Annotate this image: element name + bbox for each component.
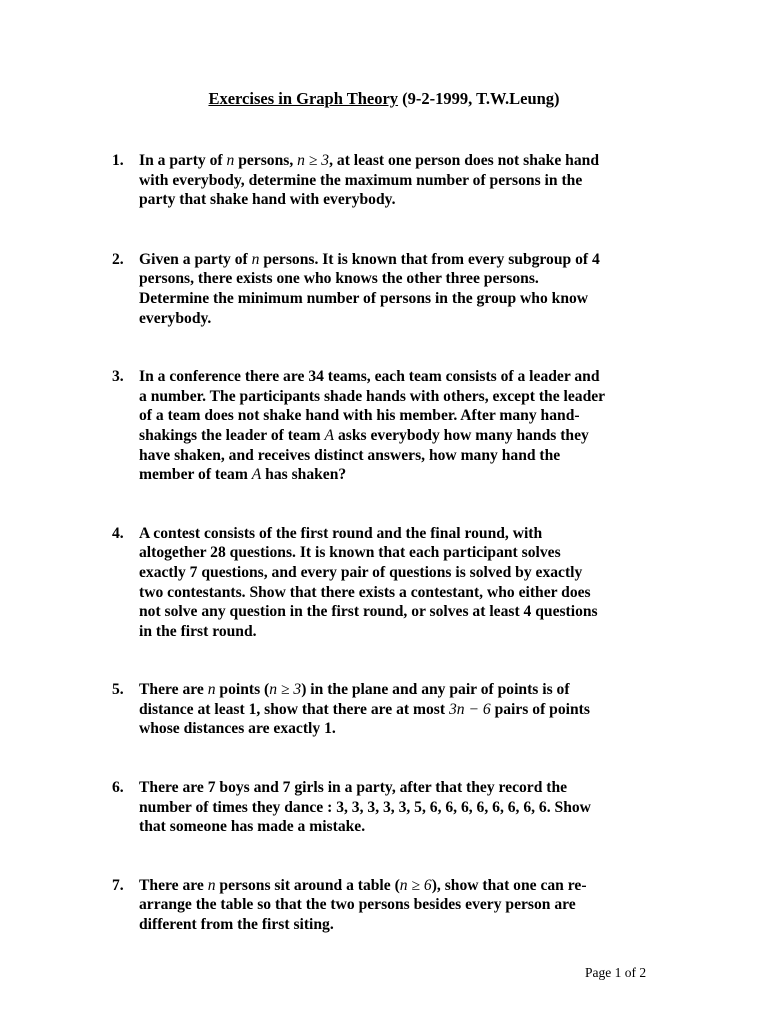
problem-line [139, 387, 672, 407]
problem-line [139, 798, 672, 818]
problem-text: different from the first siting. [139, 916, 334, 934]
problem-text: In a conference there are 34 teams, each team consists of a leader and [139, 368, 600, 386]
problem-text: A contest consists of the first round and the final round, with [139, 524, 543, 542]
problem-line [139, 778, 672, 798]
problem-line [139, 543, 672, 563]
problem-line [139, 269, 672, 289]
problem-line [139, 719, 672, 739]
problem-text: shakings the leader of team [139, 426, 325, 444]
math-expression: n [207, 876, 216, 894]
problem-number: 2. [112, 250, 124, 268]
problem-item [112, 680, 672, 739]
problem-line [139, 465, 672, 485]
problem-number: 5. [112, 681, 124, 699]
problem-item [112, 876, 672, 935]
problem-item [112, 151, 672, 210]
problem-text: ) in the plane and any pair of points is of [301, 681, 570, 699]
problem-text: distance at least 1, show that there are at most [139, 700, 449, 718]
problem-text: asks everybody how many hands they [334, 426, 589, 444]
problem-text: , at least one person does not shake hand [329, 152, 599, 169]
problem-number: 4. [112, 524, 124, 542]
problem-text: member of team [139, 466, 252, 484]
math-expression: n ≥ 6 [399, 876, 432, 894]
page-number: Page 1 of 2 [585, 965, 647, 980]
page-title [0, 88, 768, 110]
problem-text: that someone has made a mistake. [139, 818, 366, 836]
problem-line [139, 250, 672, 270]
math-expression: 3n − 6 [448, 700, 491, 718]
title-main: Exercises in Graph Theory [208, 89, 399, 108]
problem-number: 7. [112, 876, 124, 894]
problem-text: exactly 7 questions, and every pair of questions is solved by exactly [139, 563, 583, 581]
problem-text: two contestants. Show that there exists a contestant, who either does [139, 583, 591, 601]
math-expression: n [226, 152, 235, 169]
problem-text: has shaken? [261, 466, 347, 484]
problem-line [139, 895, 672, 915]
problem-line [139, 563, 672, 583]
problem-text: persons. It is known that from every subgroup of 4 [259, 250, 600, 268]
problem-item [112, 250, 672, 328]
problem-text: a number. The participants shade hands with others, except the leader [139, 387, 606, 405]
problem-text: everybody. [139, 309, 212, 327]
problem-text: points ( [215, 681, 270, 699]
problem-text: There are [139, 876, 208, 894]
problem-line [139, 876, 672, 896]
problem-item [112, 524, 672, 642]
problem-number: 1. [112, 152, 124, 169]
problem-text: altogether 28 questions. It is known that each participant solves [139, 544, 561, 562]
problem-number: 6. [112, 779, 124, 797]
problem-line [139, 367, 672, 387]
problem-text: whose distances are exactly 1. [139, 720, 336, 738]
problem-text: persons, [234, 152, 298, 169]
problem-text: In a party of [139, 152, 227, 169]
problem-line [139, 446, 672, 466]
problem-text: Determine the minimum number of persons in the group who know [139, 289, 589, 307]
problem-text: arrange the table so that the two persons besides every person are [139, 896, 576, 914]
problem-list [112, 151, 672, 935]
problem-line [139, 915, 672, 935]
math-expression: n ≥ 3 [269, 681, 302, 699]
problem-text: There are [139, 681, 208, 699]
problem-text: not solve any question in the first round, or solves at least 4 questions [139, 603, 598, 621]
problem-line [139, 622, 672, 642]
problem-line [139, 171, 672, 191]
problem-text: in the first round. [139, 622, 257, 640]
math-expression: A [324, 426, 335, 444]
math-expression: A [251, 466, 262, 484]
problem-line [139, 406, 672, 426]
problem-line [139, 817, 672, 837]
problem-text: have shaken, and receives distinct answers, how many hand the [139, 446, 561, 464]
problem-text: ), show that one can re- [431, 876, 587, 894]
problem-text: There are 7 boys and 7 girls in a party, after that they record the [139, 779, 568, 797]
problem-line [139, 680, 672, 700]
problem-text: pairs of points [490, 700, 590, 718]
problem-line [139, 602, 672, 622]
problem-item [112, 778, 672, 837]
problem-text: number of times they dance : 3, 3, 3, 3, 3, 5, 6, 6, 6, 6, 6, 6, 6, 6. Show [139, 798, 591, 816]
title-meta: (9-2-1999, T.W.Leung) [402, 89, 560, 108]
problem-text: of a team does not shake hand with his member. After many hand- [139, 407, 580, 425]
problem-line [139, 151, 672, 171]
problem-line [139, 289, 672, 309]
problem-item [112, 367, 672, 485]
problem-text: Given a party of [139, 250, 252, 268]
math-expression: n [207, 681, 216, 699]
problem-line [139, 583, 672, 603]
problem-number: 3. [112, 368, 124, 386]
problem-line [139, 700, 672, 720]
problem-text: with everybody, determine the maximum number of persons in the [139, 171, 583, 189]
problem-line [139, 190, 672, 210]
problem-text: persons sit around a table ( [215, 876, 400, 894]
problem-line [139, 426, 672, 446]
problem-text: persons, there exists one who knows the other three persons. [139, 270, 539, 288]
math-expression: n ≥ 3 [297, 152, 330, 169]
problem-text: party that shake hand with everybody. [139, 191, 396, 209]
problem-line [139, 524, 672, 544]
problem-line [139, 309, 672, 329]
math-expression: n [251, 250, 260, 268]
